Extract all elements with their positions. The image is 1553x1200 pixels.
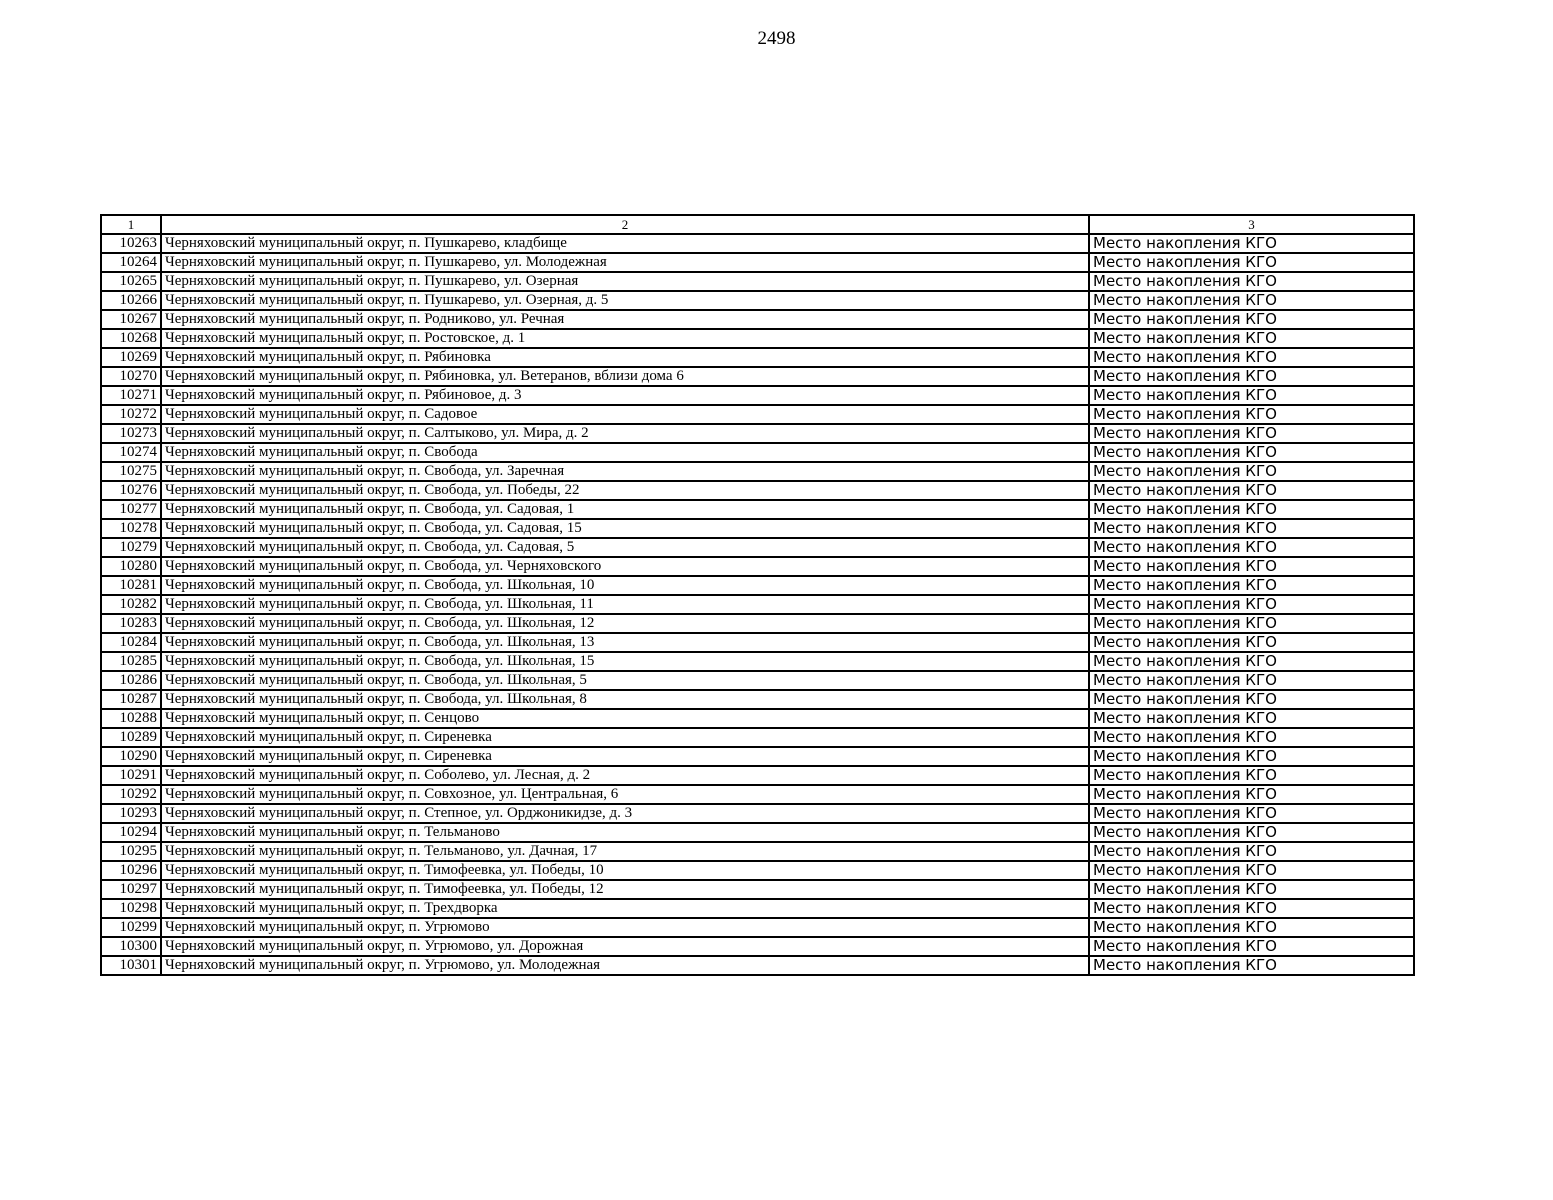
row-number-cell: 10296 [101, 861, 161, 880]
type-cell: Место накопления КГО [1089, 899, 1414, 918]
row-number-cell: 10279 [101, 538, 161, 557]
table-row [101, 272, 1414, 291]
table-row [101, 348, 1414, 367]
type-cell: Место накопления КГО [1089, 880, 1414, 899]
table-row [101, 633, 1414, 652]
table-row [101, 652, 1414, 671]
table-row [101, 880, 1414, 899]
table-row [101, 804, 1414, 823]
table-row [101, 728, 1414, 747]
address-cell: Черняховский муниципальный округ, п. Угрюмово, ул. Дорожная [161, 937, 1089, 956]
table-row [101, 234, 1414, 253]
table-row [101, 367, 1414, 386]
table-row [101, 481, 1414, 500]
table-row [101, 557, 1414, 576]
address-cell: Черняховский муниципальный округ, п. Тельманово, ул. Дачная, 17 [161, 842, 1089, 861]
row-number-cell: 10269 [101, 348, 161, 367]
table-row [101, 443, 1414, 462]
column-header-address: 2 [161, 215, 1089, 234]
type-cell: Место накопления КГО [1089, 272, 1414, 291]
type-cell: Место накопления КГО [1089, 842, 1414, 861]
table-row [101, 500, 1414, 519]
type-cell: Место накопления КГО [1089, 405, 1414, 424]
type-cell: Место накопления КГО [1089, 861, 1414, 880]
table-row [101, 937, 1414, 956]
type-cell: Место накопления КГО [1089, 937, 1414, 956]
table-row [101, 519, 1414, 538]
table-row [101, 462, 1414, 481]
row-number-cell: 10284 [101, 633, 161, 652]
address-cell: Черняховский муниципальный округ, п. Свобода, ул. Победы, 22 [161, 481, 1089, 500]
address-cell: Черняховский муниципальный округ, п. Свобода, ул. Заречная [161, 462, 1089, 481]
row-number-cell: 10273 [101, 424, 161, 443]
type-cell: Место накопления КГО [1089, 614, 1414, 633]
address-cell: Черняховский муниципальный округ, п. Свобода, ул. Школьная, 10 [161, 576, 1089, 595]
type-cell: Место накопления КГО [1089, 576, 1414, 595]
type-cell: Место накопления КГО [1089, 823, 1414, 842]
address-cell: Черняховский муниципальный округ, п. Родниково, ул. Речная [161, 310, 1089, 329]
row-number-cell: 10280 [101, 557, 161, 576]
table-row [101, 690, 1414, 709]
row-number-cell: 10288 [101, 709, 161, 728]
row-number-cell: 10268 [101, 329, 161, 348]
row-number-cell: 10276 [101, 481, 161, 500]
address-cell: Черняховский муниципальный округ, п. Сиреневка [161, 747, 1089, 766]
address-cell: Черняховский муниципальный округ, п. Свобода, ул. Садовая, 5 [161, 538, 1089, 557]
table-row [101, 956, 1414, 975]
type-cell: Место накопления КГО [1089, 443, 1414, 462]
row-number-cell: 10298 [101, 899, 161, 918]
type-cell: Место накопления КГО [1089, 329, 1414, 348]
address-cell: Черняховский муниципальный округ, п. Свобода, ул. Школьная, 13 [161, 633, 1089, 652]
row-number-cell: 10267 [101, 310, 161, 329]
row-number-cell: 10275 [101, 462, 161, 481]
address-cell: Черняховский муниципальный округ, п. Пушкарево, кладбище [161, 234, 1089, 253]
page-number: 2498 [757, 28, 796, 49]
row-number-cell: 10289 [101, 728, 161, 747]
type-cell: Место накопления КГО [1089, 595, 1414, 614]
table-row [101, 386, 1414, 405]
row-number-cell: 10297 [101, 880, 161, 899]
table-row [101, 861, 1414, 880]
table-header-row [101, 215, 1414, 234]
row-number-cell: 10274 [101, 443, 161, 462]
row-number-cell: 10287 [101, 690, 161, 709]
table-row [101, 747, 1414, 766]
registry-table [100, 214, 1415, 976]
row-number-cell: 10277 [101, 500, 161, 519]
table-row [101, 842, 1414, 861]
type-cell: Место накопления КГО [1089, 747, 1414, 766]
type-cell: Место накопления КГО [1089, 253, 1414, 272]
table-row [101, 671, 1414, 690]
address-cell: Черняховский муниципальный округ, п. Пушкарево, ул. Озерная [161, 272, 1089, 291]
type-cell: Место накопления КГО [1089, 728, 1414, 747]
address-cell: Черняховский муниципальный округ, п. Рябиновка, ул. Ветеранов, вблизи дома 6 [161, 367, 1089, 386]
address-cell: Черняховский муниципальный округ, п. Тимофеевка, ул. Победы, 10 [161, 861, 1089, 880]
address-cell: Черняховский муниципальный округ, п. Совхозное, ул. Центральная, 6 [161, 785, 1089, 804]
row-number-cell: 10272 [101, 405, 161, 424]
row-number-cell: 10266 [101, 291, 161, 310]
type-cell: Место накопления КГО [1089, 633, 1414, 652]
address-cell: Черняховский муниципальный округ, п. Пушкарево, ул. Молодежная [161, 253, 1089, 272]
row-number-cell: 10285 [101, 652, 161, 671]
table-row [101, 253, 1414, 272]
address-cell: Черняховский муниципальный округ, п. Свобода [161, 443, 1089, 462]
table-row [101, 766, 1414, 785]
type-cell: Место накопления КГО [1089, 671, 1414, 690]
type-cell: Место накопления КГО [1089, 462, 1414, 481]
address-cell: Черняховский муниципальный округ, п. Садовое [161, 405, 1089, 424]
type-cell: Место накопления КГО [1089, 367, 1414, 386]
address-cell: Черняховский муниципальный округ, п. Тимофеевка, ул. Победы, 12 [161, 880, 1089, 899]
address-cell: Черняховский муниципальный округ, п. Свобода, ул. Школьная, 15 [161, 652, 1089, 671]
type-cell: Место накопления КГО [1089, 310, 1414, 329]
address-cell: Черняховский муниципальный округ, п. Сенцово [161, 709, 1089, 728]
table-row [101, 614, 1414, 633]
address-cell: Черняховский муниципальный округ, п. Ростовское, д. 1 [161, 329, 1089, 348]
type-cell: Место накопления КГО [1089, 291, 1414, 310]
type-cell: Место накопления КГО [1089, 500, 1414, 519]
table-row [101, 538, 1414, 557]
type-cell: Место накопления КГО [1089, 424, 1414, 443]
address-cell: Черняховский муниципальный округ, п. Свобода, ул. Школьная, 11 [161, 595, 1089, 614]
type-cell: Место накопления КГО [1089, 519, 1414, 538]
type-cell: Место накопления КГО [1089, 709, 1414, 728]
table-row [101, 310, 1414, 329]
row-number-cell: 10300 [101, 937, 161, 956]
address-cell: Черняховский муниципальный округ, п. Угрюмово [161, 918, 1089, 937]
address-cell: Черняховский муниципальный округ, п. Трехдворка [161, 899, 1089, 918]
type-cell: Место накопления КГО [1089, 652, 1414, 671]
table-row [101, 823, 1414, 842]
row-number-cell: 10301 [101, 956, 161, 975]
row-number-cell: 10282 [101, 595, 161, 614]
type-cell: Место накопления КГО [1089, 918, 1414, 937]
type-cell: Место накопления КГО [1089, 804, 1414, 823]
address-cell: Черняховский муниципальный округ, п. Угрюмово, ул. Молодежная [161, 956, 1089, 975]
address-cell: Черняховский муниципальный округ, п. Свобода, ул. Садовая, 15 [161, 519, 1089, 538]
address-cell: Черняховский муниципальный округ, п. Тельманово [161, 823, 1089, 842]
type-cell: Место накопления КГО [1089, 234, 1414, 253]
column-header-type: 3 [1089, 215, 1414, 234]
table-row [101, 576, 1414, 595]
address-cell: Черняховский муниципальный округ, п. Свобода, ул. Школьная, 5 [161, 671, 1089, 690]
type-cell: Место накопления КГО [1089, 956, 1414, 975]
address-cell: Черняховский муниципальный округ, п. Соболево, ул. Лесная, д. 2 [161, 766, 1089, 785]
type-cell: Место накопления КГО [1089, 538, 1414, 557]
type-cell: Место накопления КГО [1089, 557, 1414, 576]
table-row [101, 899, 1414, 918]
type-cell: Место накопления КГО [1089, 785, 1414, 804]
row-number-cell: 10283 [101, 614, 161, 633]
type-cell: Место накопления КГО [1089, 690, 1414, 709]
row-number-cell: 10281 [101, 576, 161, 595]
type-cell: Место накопления КГО [1089, 348, 1414, 367]
address-cell: Черняховский муниципальный округ, п. Степное, ул. Орджоникидзе, д. 3 [161, 804, 1089, 823]
address-cell: Черняховский муниципальный округ, п. Салтыково, ул. Мира, д. 2 [161, 424, 1089, 443]
row-number-cell: 10286 [101, 671, 161, 690]
row-number-cell: 10278 [101, 519, 161, 538]
row-number-cell: 10293 [101, 804, 161, 823]
type-cell: Место накопления КГО [1089, 386, 1414, 405]
row-number-cell: 10263 [101, 234, 161, 253]
table-row [101, 918, 1414, 937]
row-number-cell: 10295 [101, 842, 161, 861]
row-number-cell: 10299 [101, 918, 161, 937]
row-number-cell: 10290 [101, 747, 161, 766]
table-row [101, 405, 1414, 424]
type-cell: Место накопления КГО [1089, 481, 1414, 500]
row-number-cell: 10265 [101, 272, 161, 291]
row-number-cell: 10271 [101, 386, 161, 405]
address-cell: Черняховский муниципальный округ, п. Свобода, ул. Черняховского [161, 557, 1089, 576]
address-cell: Черняховский муниципальный округ, п. Пушкарево, ул. Озерная, д. 5 [161, 291, 1089, 310]
table-row [101, 785, 1414, 804]
type-cell: Место накопления КГО [1089, 766, 1414, 785]
registry-table-body [101, 215, 1414, 975]
table-row [101, 329, 1414, 348]
address-cell: Черняховский муниципальный округ, п. Сиреневка [161, 728, 1089, 747]
address-cell: Черняховский муниципальный округ, п. Свобода, ул. Школьная, 12 [161, 614, 1089, 633]
table-row [101, 709, 1414, 728]
table-row [101, 424, 1414, 443]
row-number-cell: 10264 [101, 253, 161, 272]
address-cell: Черняховский муниципальный округ, п. Рябиновое, д. 3 [161, 386, 1089, 405]
address-cell: Черняховский муниципальный округ, п. Свобода, ул. Школьная, 8 [161, 690, 1089, 709]
row-number-cell: 10294 [101, 823, 161, 842]
row-number-cell: 10292 [101, 785, 161, 804]
address-cell: Черняховский муниципальный округ, п. Рябиновка [161, 348, 1089, 367]
table-row [101, 595, 1414, 614]
row-number-cell: 10291 [101, 766, 161, 785]
row-number-cell: 10270 [101, 367, 161, 386]
address-cell: Черняховский муниципальный округ, п. Свобода, ул. Садовая, 1 [161, 500, 1089, 519]
column-header-number: 1 [101, 215, 161, 234]
table-row [101, 291, 1414, 310]
